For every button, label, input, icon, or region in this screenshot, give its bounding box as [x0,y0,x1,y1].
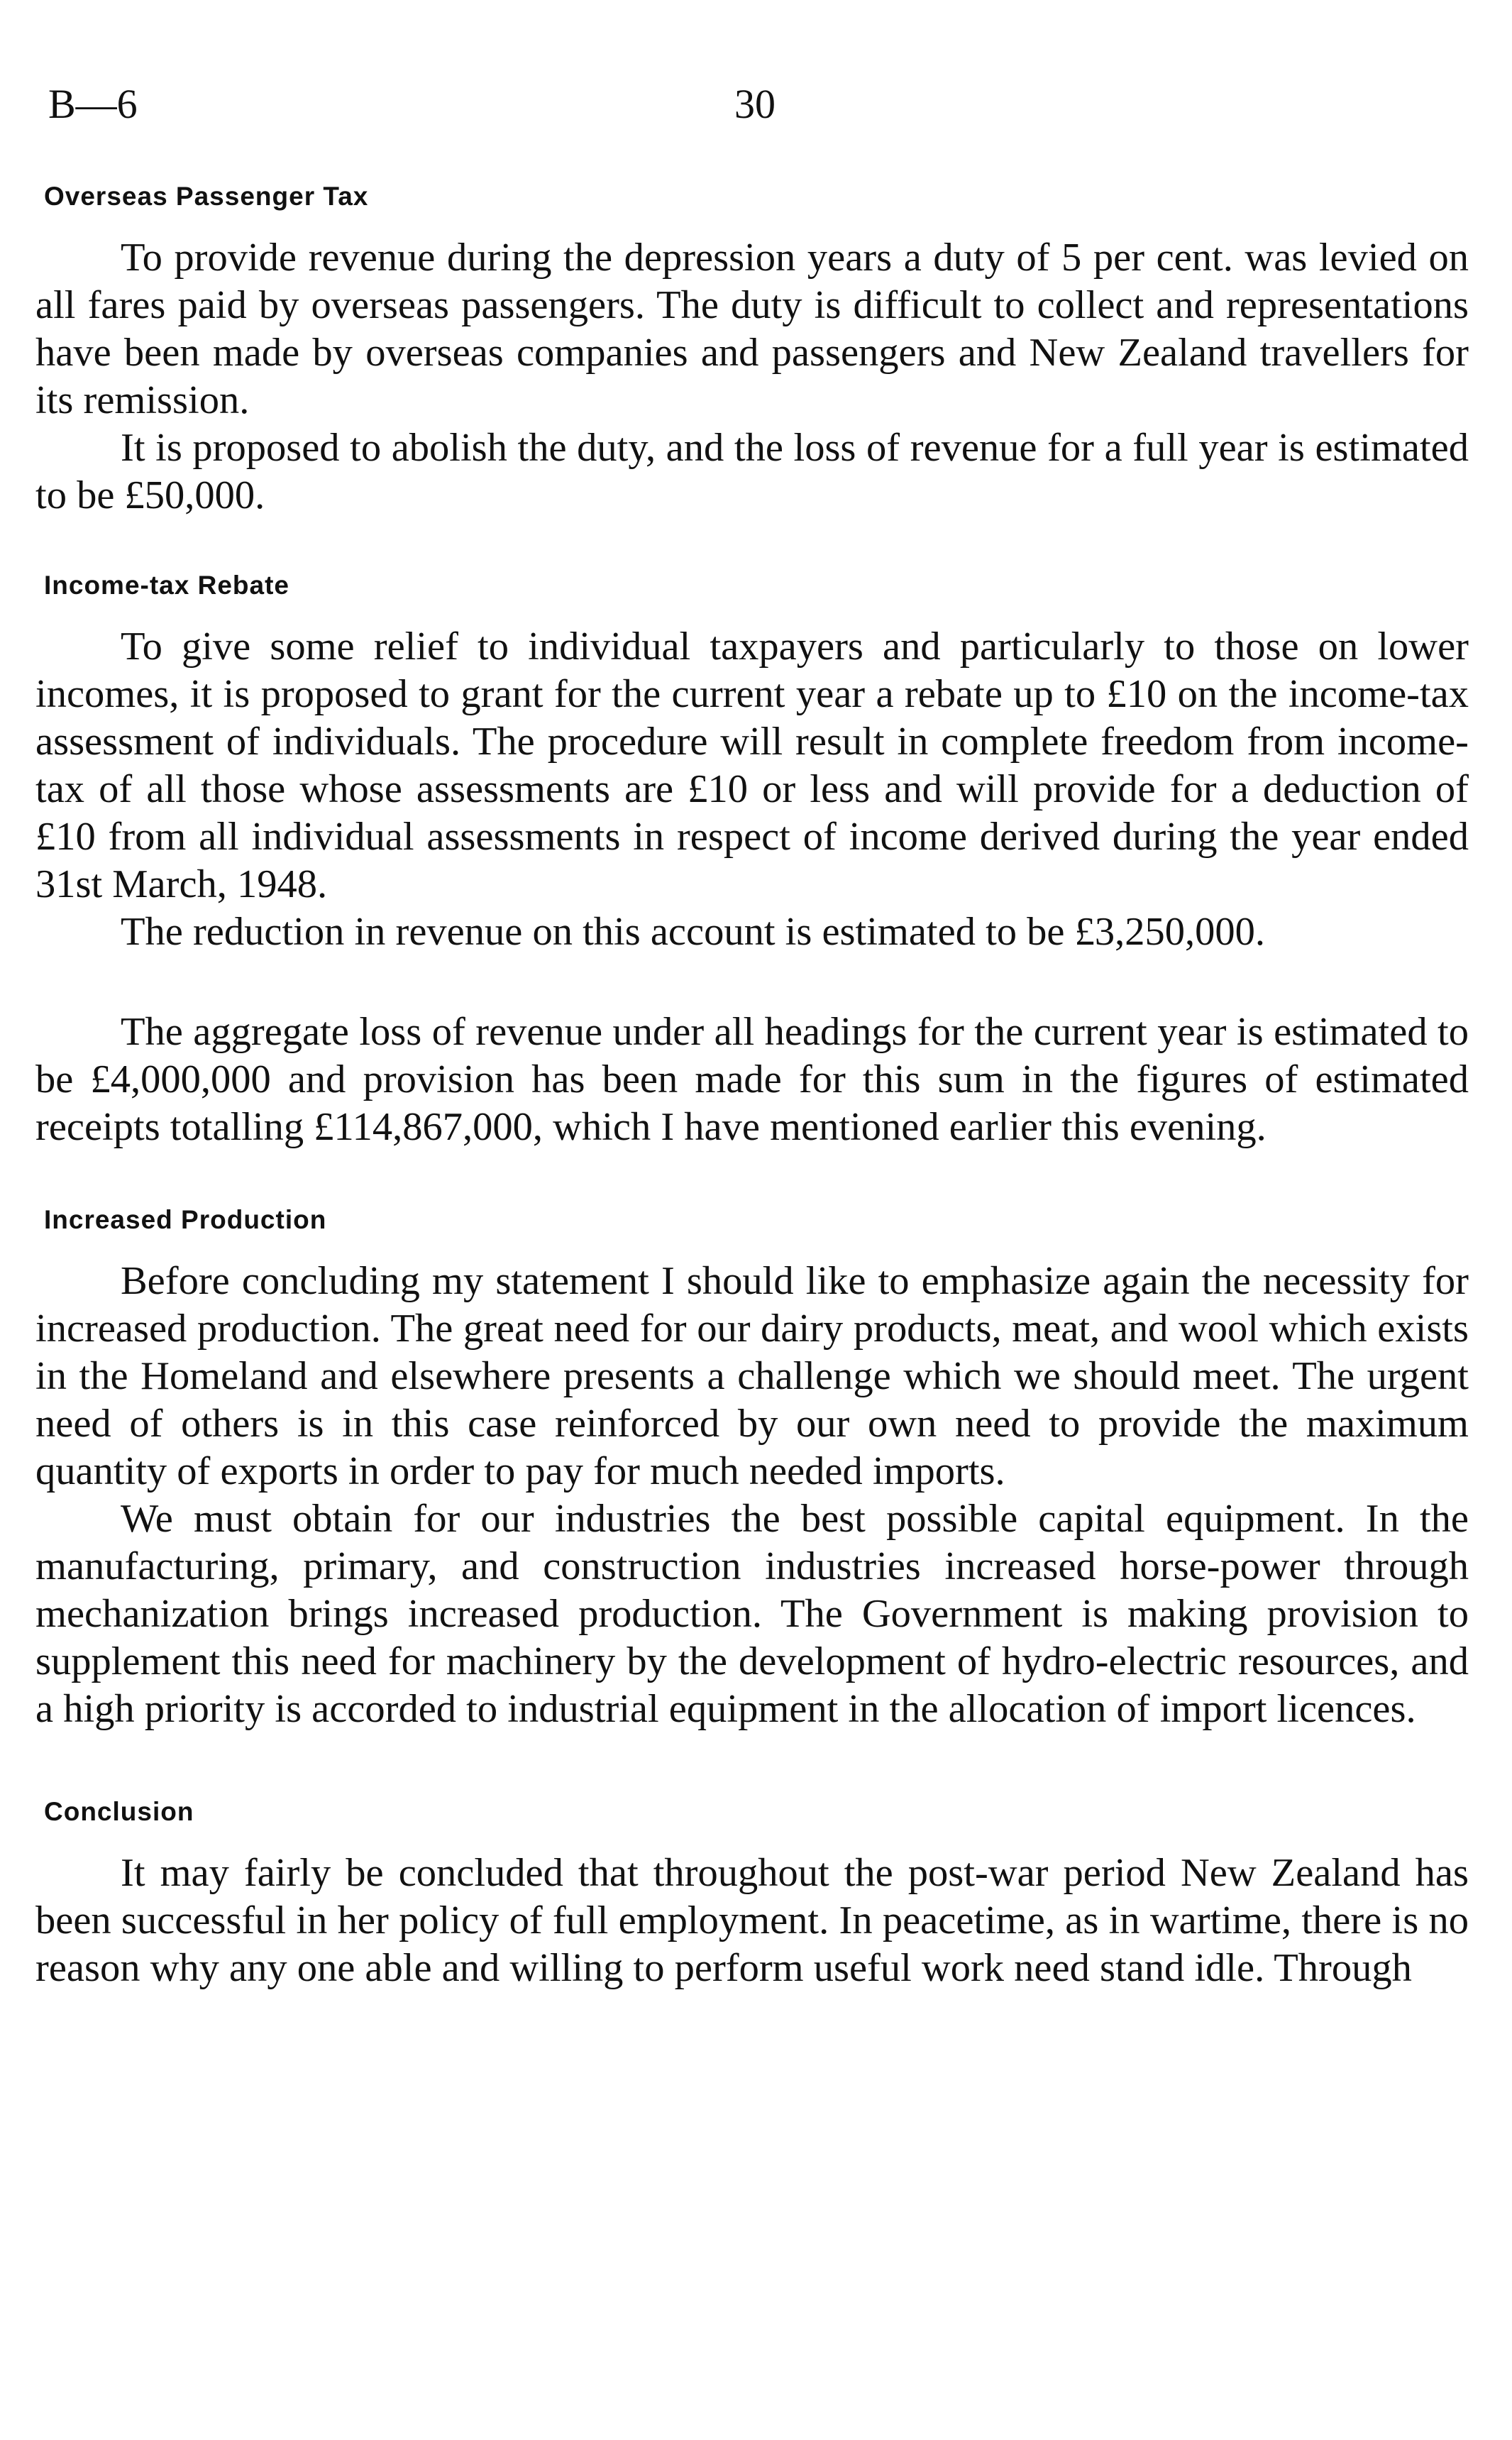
section-heading: Income-tax Rebate [44,571,289,600]
section-increased-production [35,1202,1469,1733]
section-income-tax-rebate [35,568,1469,1151]
paragraph: Before concluding my statement I should like to emphasize again the necessity for increased production. The great need for our dairy products, meat, and wool which exists in the Homeland and elsewhere presents a challenge which we should meet. The urgent need of others is in this case reinforced by our own need to provide the maximum quantity of exports in order to pay for much needed imports. [35,1259,1469,1493]
section-heading: Conclusion [44,1797,194,1826]
section-overseas-passenger-tax [35,179,1469,520]
document-body [35,179,1469,1992]
paragraph: It is proposed to abolish the duty, and the loss of revenue for a full year is estimated to be £50,000. [35,426,1469,517]
document-reference: B—6 [48,81,138,127]
paragraph: To give some relief to individual taxpayers and particularly to those on lower incomes, it is proposed to grant for the current year a rebate up to £10 on the income-tax assessment of individuals. The procedure will result in complete freedom from income-tax of all those whose assessments are £10 or less and will provide for a deduction of £10 from all individual assessments in respect of income derived during the year ended 31st March, 1948. [35,625,1469,906]
paragraph: The reduction in revenue on this account is estimated to be £3,250,000. [121,910,1265,954]
paragraph: We must obtain for our industries the best possible capital equipment. In the manufacturing, primary, and construction industries increased horse-power through mechanization brings increased production. The Government is making provision to supplement this need for machinery by the development of hydro-electric resources, and a high priority is accorded to industrial equipment in the allocation of import licences. [35,1497,1469,1731]
paragraph: It may fairly be concluded that throughout the post-war period New Zealand has been successful in her policy of full employment. In peacetime, as in wartime, there is no reason why any one able and willing to perform useful work need stand idle. Through [35,1851,1469,1990]
section-conclusion [35,1794,1469,1992]
document-page [35,0,1469,2440]
section-heading: Overseas Passenger Tax [44,182,369,211]
page-number: 30 [734,81,776,127]
page-header [35,79,1469,136]
section-heading: Increased Production [44,1205,327,1234]
paragraph: The aggregate loss of revenue under all headings for the current year is estimated to be £4,000,000 and provision has been made for this sum in the figures of estimated receipts totalling £114,867,000, which I have mentioned earlier this evening. [35,1010,1469,1149]
paragraph: To provide revenue during the depression years a duty of 5 per cent. was levied on all fares paid by overseas passengers. The duty is difficult to collect and representations have been made by overseas companies and passengers and New Zealand travellers for its remission. [35,236,1469,422]
